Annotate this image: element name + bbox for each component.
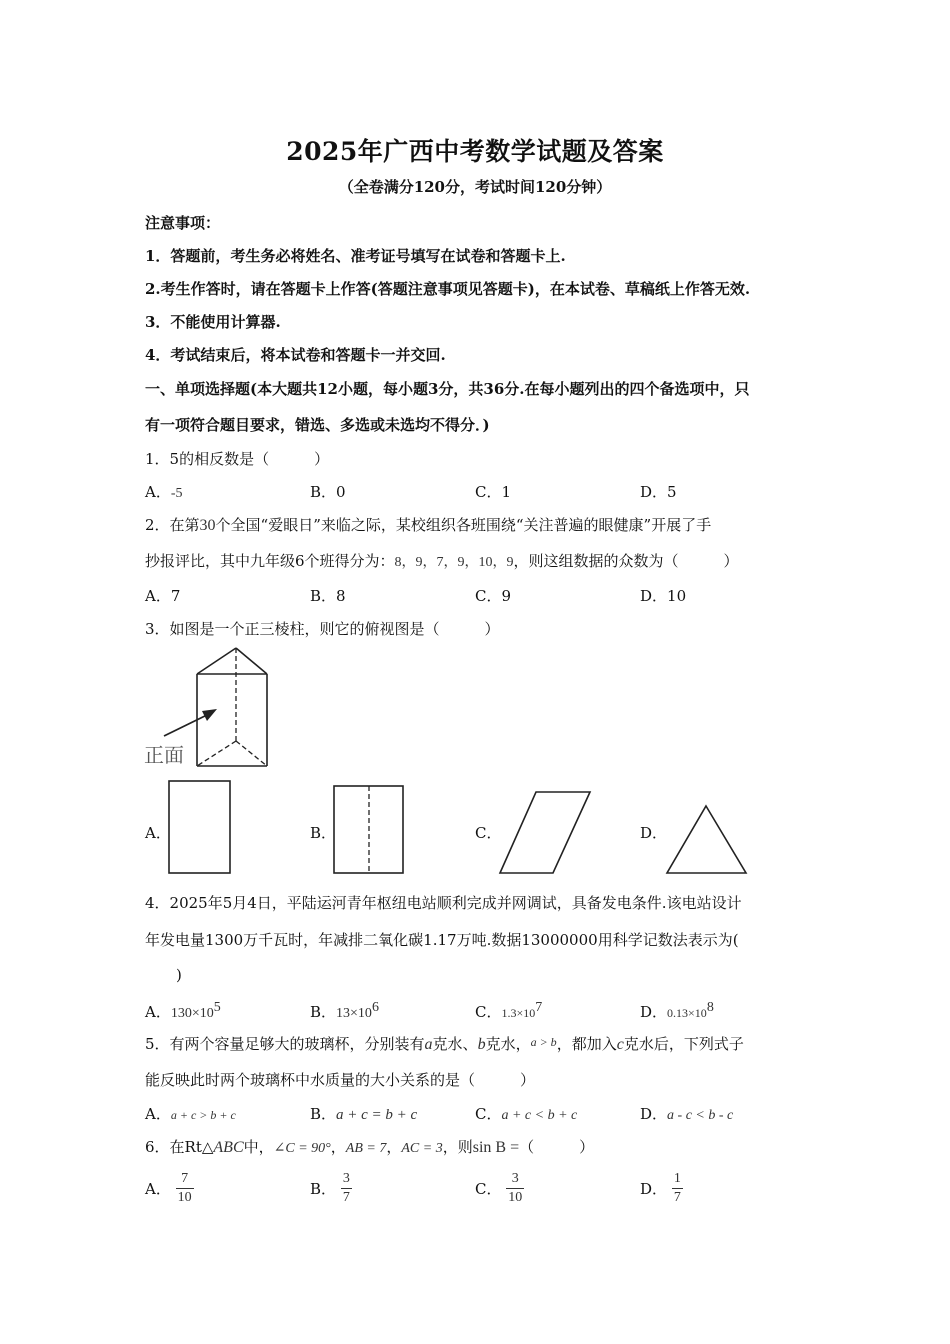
front-arrow-head bbox=[202, 709, 217, 721]
denominator: 10 bbox=[508, 1190, 523, 1205]
number: 30 bbox=[199, 517, 216, 534]
q1-option-c bbox=[475, 481, 511, 502]
notes-item-4: 4．考试结束后，将本试卷和答题卡一并交回. bbox=[145, 346, 446, 364]
option-exponent: 6 bbox=[371, 1000, 379, 1015]
option-label: C． bbox=[475, 1105, 502, 1123]
q5-stem-line-1 bbox=[145, 1033, 744, 1054]
text: ，都加入 bbox=[556, 1035, 617, 1053]
option-base: 130×10 bbox=[170, 1006, 214, 1021]
text: 克水， bbox=[485, 1035, 531, 1053]
denominator: 7 bbox=[342, 1190, 350, 1205]
text: ， bbox=[386, 1138, 402, 1156]
option-value: -5 bbox=[170, 486, 183, 501]
text: 克水后，下列式子 bbox=[623, 1035, 744, 1053]
q2-option-a bbox=[145, 585, 180, 606]
option-value: 0 bbox=[336, 483, 346, 501]
text: 个全国“爱眼日”来临之际，某校组织各班围绕“关注普遍的眼健康”开展了手 bbox=[215, 516, 712, 534]
option-label: B． bbox=[310, 1003, 337, 1021]
variable-b: b bbox=[477, 1036, 486, 1053]
text: （ ） bbox=[519, 1138, 595, 1156]
numerator: 7 bbox=[176, 1170, 194, 1189]
page-subtitle: （全卷满分120分，考试时间120分钟） bbox=[338, 178, 612, 196]
q4-stem-line-1: 4．2025年5月4日，平陆运河青年枢纽电站顺利完成并网调试，具备发电条件.该电站设计 bbox=[145, 894, 742, 912]
q3-option-d-label: D． bbox=[640, 824, 668, 842]
data-values: 8，9，7，9，10，9 bbox=[394, 555, 514, 570]
option-label: C． bbox=[475, 1180, 502, 1198]
fraction bbox=[341, 1170, 352, 1207]
variable-a: a bbox=[424, 1036, 433, 1053]
text: 抄报评比，其中九年级6个班得分为： bbox=[145, 552, 395, 570]
option-label: A． bbox=[145, 1105, 171, 1123]
prism-top-right-edge bbox=[236, 648, 267, 674]
option-label: B． bbox=[310, 1180, 337, 1198]
condition-ab: AB = 7 bbox=[345, 1141, 387, 1156]
q3-option-a-label: A． bbox=[145, 824, 171, 842]
notes-item-3: 3．不能使用计算器. bbox=[145, 313, 281, 331]
option-label: B． bbox=[310, 587, 337, 605]
q2-option-c bbox=[475, 585, 511, 606]
option-base: 13×10 bbox=[336, 1006, 372, 1021]
q5-option-a bbox=[145, 1103, 236, 1124]
variable-c: c bbox=[616, 1036, 624, 1053]
option-exponent: 7 bbox=[535, 1000, 543, 1015]
section-heading-line-1: 一、单项选择题(本大题共12小题，每小题3分，共36分.在每小题列出的四个备选项中，只 bbox=[145, 380, 750, 398]
fraction bbox=[506, 1170, 524, 1207]
option-value: 1 bbox=[501, 483, 512, 501]
prism-top-left-edge bbox=[197, 648, 236, 674]
q3-option-a-figure bbox=[168, 780, 232, 875]
q4-option-d bbox=[640, 1000, 714, 1022]
q6-option-b bbox=[310, 1170, 352, 1207]
q6-stem bbox=[145, 1136, 594, 1157]
front-arrow-shaft bbox=[164, 713, 211, 736]
q4-option-a bbox=[145, 1000, 221, 1022]
option-value: 5 bbox=[667, 483, 677, 501]
option-label: C． bbox=[475, 1003, 502, 1021]
q3-option-c-label: C． bbox=[475, 824, 502, 842]
option-exponent: 5 bbox=[213, 1000, 221, 1015]
prism-hidden-right-edge bbox=[236, 741, 267, 766]
fraction bbox=[672, 1170, 683, 1207]
option-value: 8 bbox=[336, 587, 346, 605]
triangle-shape bbox=[667, 806, 746, 873]
option-label: A． bbox=[145, 1003, 171, 1021]
option-label: D． bbox=[640, 587, 668, 605]
q4-option-b bbox=[310, 1000, 379, 1022]
sin-b-expression: sin B = bbox=[472, 1139, 520, 1156]
q5-stem-line-2: 能反映此时两个玻璃杯中水质量的大小关系的是（ ） bbox=[145, 1071, 536, 1089]
text: 6．在Rt△ bbox=[145, 1138, 214, 1156]
q1-stem: 1．5的相反数是（ ） bbox=[145, 450, 330, 468]
fraction bbox=[176, 1170, 194, 1207]
condition-ac: AC = 3 bbox=[401, 1141, 443, 1156]
denominator: 7 bbox=[673, 1190, 681, 1205]
parallelogram-shape bbox=[500, 792, 590, 873]
denominator: 10 bbox=[177, 1190, 192, 1205]
option-label: D． bbox=[640, 1105, 668, 1123]
text: 克水、 bbox=[432, 1035, 478, 1053]
option-label: D． bbox=[640, 483, 668, 501]
page-title: 2025年广西中考数学试题及答案 bbox=[286, 137, 664, 166]
text: 中， bbox=[243, 1138, 274, 1156]
option-base: 1.3×10 bbox=[501, 1006, 536, 1020]
option-label: B． bbox=[310, 1105, 337, 1123]
q5-option-b bbox=[310, 1103, 417, 1124]
q6-option-c bbox=[475, 1170, 524, 1207]
notes-item-2: 2.考生作答时，请在答题卡上作答(答题注意事项见答题卡)，在本试卷、草稿纸上作答无效. bbox=[145, 280, 751, 298]
option-label: A． bbox=[145, 587, 171, 605]
option-value: a + c < b + c bbox=[501, 1108, 578, 1123]
q3-option-d-figure bbox=[664, 803, 750, 877]
option-value: 7 bbox=[170, 587, 181, 605]
section-heading-line-2: 有一项符合题目要求，错选、多选或未选均不得分．) bbox=[145, 416, 490, 434]
q6-option-d bbox=[640, 1170, 683, 1207]
numerator: 3 bbox=[341, 1170, 352, 1189]
text: ， bbox=[330, 1138, 346, 1156]
option-label: D． bbox=[640, 1180, 668, 1198]
q5-option-d bbox=[640, 1103, 733, 1124]
q5-option-c bbox=[475, 1103, 577, 1124]
q3-option-c-figure bbox=[498, 790, 592, 876]
option-value: 10 bbox=[667, 587, 687, 605]
q2-option-b bbox=[310, 585, 346, 606]
option-value: a - c < b - c bbox=[667, 1108, 734, 1123]
notes-item-1: 1．答题前，考生务必将姓名、准考证号填写在试卷和答题卡上. bbox=[145, 247, 566, 265]
option-label: C． bbox=[475, 483, 502, 501]
condition: a > b bbox=[530, 1035, 557, 1049]
rectangle-shape bbox=[169, 781, 230, 873]
option-label: D． bbox=[640, 1003, 668, 1021]
option-label: A． bbox=[145, 1180, 171, 1198]
q2-stem-line-2 bbox=[145, 550, 739, 571]
option-base: 0.13×10 bbox=[667, 1006, 707, 1020]
q2-option-d bbox=[640, 585, 686, 606]
numerator: 1 bbox=[672, 1170, 683, 1189]
q4-option-c bbox=[475, 1000, 542, 1022]
option-value: a + c = b + c bbox=[336, 1107, 418, 1123]
option-value: 9 bbox=[501, 587, 512, 605]
q6-option-a bbox=[145, 1170, 194, 1207]
q4-stem-line-2: 年发电量1300万千瓦时，年减排二氧化碳1.17万吨.数据13000000用科学记数法表示为( bbox=[145, 931, 739, 949]
option-label: C． bbox=[475, 587, 502, 605]
text: ，则这组数据的众数为（ ） bbox=[513, 552, 739, 570]
condition-angle: ∠C = 90° bbox=[273, 1141, 331, 1156]
q4-stem-line-3: ) bbox=[176, 966, 182, 984]
triangle-name: ABC bbox=[213, 1139, 244, 1156]
option-exponent: 8 bbox=[706, 1000, 714, 1015]
q1-option-b bbox=[310, 481, 346, 502]
prism-hidden-left-edge bbox=[197, 741, 236, 766]
option-value: a + c > b + c bbox=[170, 1108, 236, 1122]
front-label: 正面 bbox=[144, 743, 184, 767]
option-label: B． bbox=[310, 483, 337, 501]
q3-option-b-figure bbox=[333, 785, 405, 875]
text: 2．在第 bbox=[145, 516, 200, 534]
q2-stem-line-1 bbox=[145, 514, 711, 535]
q1-option-a bbox=[145, 481, 183, 502]
numerator: 3 bbox=[506, 1170, 524, 1189]
q3-stem: 3．如图是一个正三棱柱，则它的俯视图是（ ） bbox=[145, 620, 500, 638]
notes-heading: 注意事项： bbox=[145, 214, 221, 232]
text: 5．有两个容量足够大的玻璃杯，分别装有 bbox=[145, 1035, 425, 1053]
text: ，则 bbox=[442, 1138, 473, 1156]
option-label: A． bbox=[145, 483, 171, 501]
q1-option-d bbox=[640, 481, 677, 502]
q3-option-b-label: B． bbox=[310, 824, 337, 842]
